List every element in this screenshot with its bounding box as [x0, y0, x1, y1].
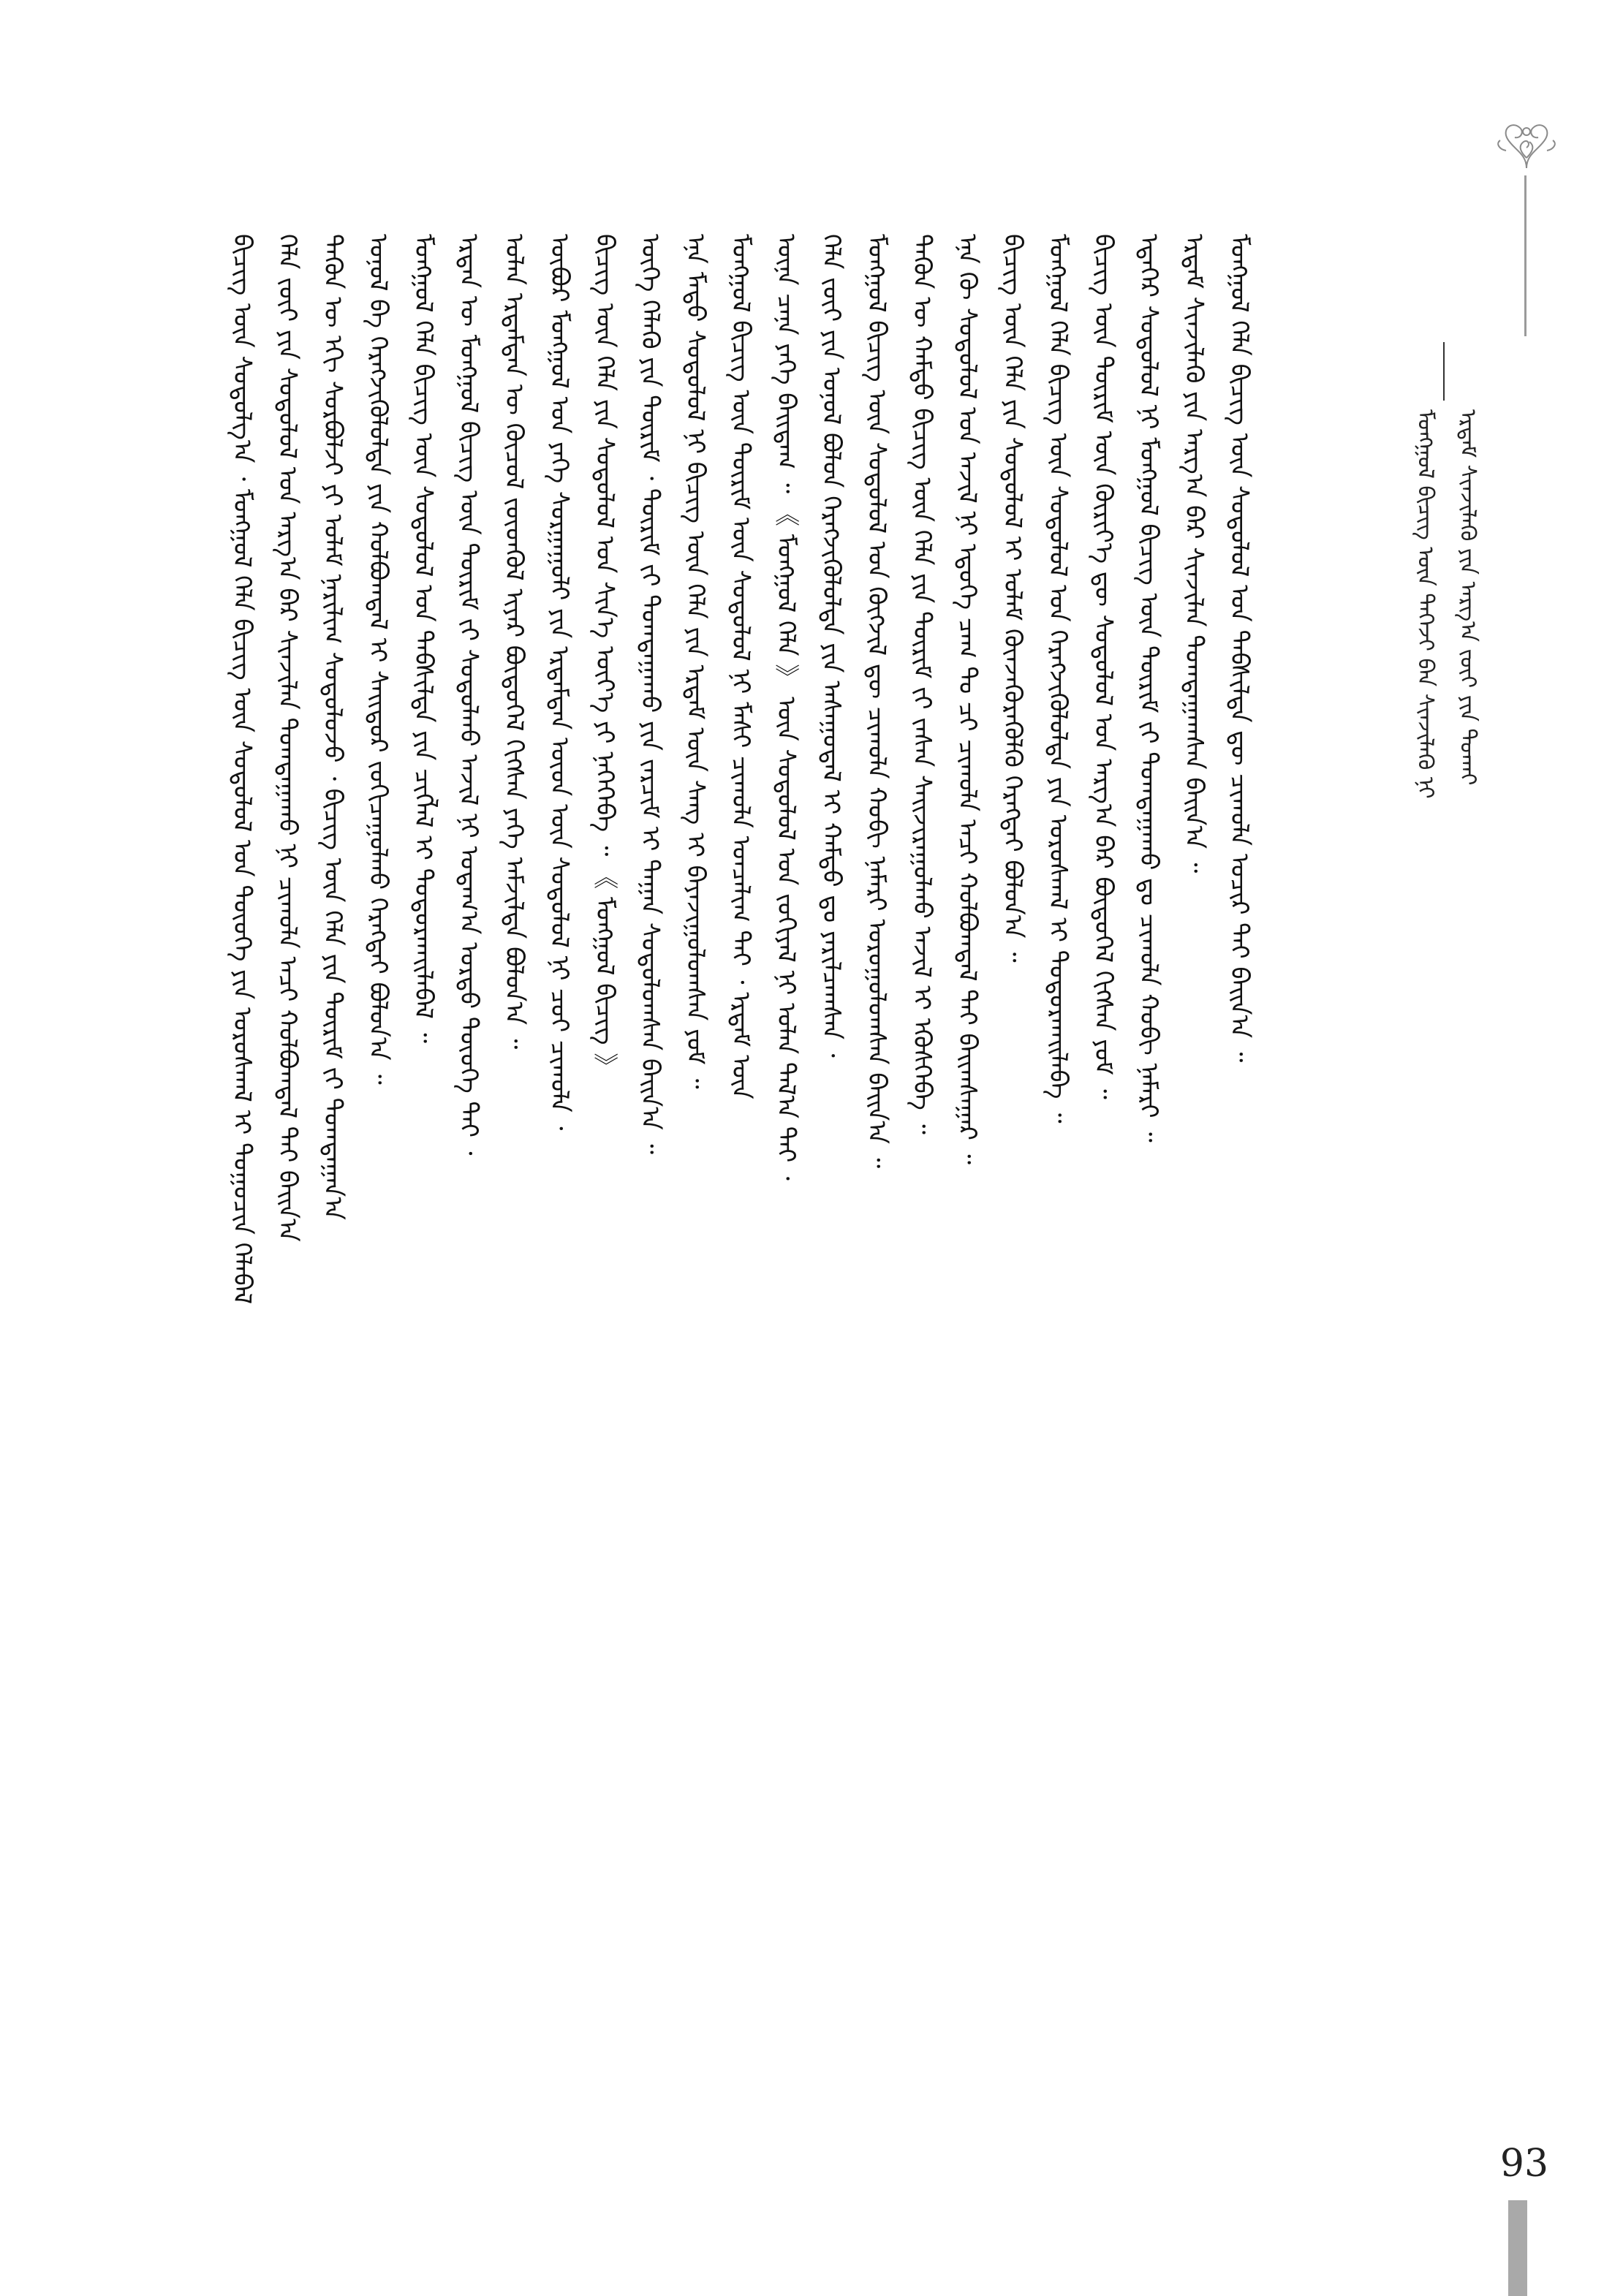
- text-line: ᠡᠳᠡᠭᠡᠷ ᠰᠤᠳᠤᠯᠤᠯ ᠨᠢ ᠮᠣᠩᠭᠣᠯ ᠪᠢᠴᠢᠭ᠌ ᠦᠨ ᠳᠦᠷᠢᠮ ᠵᠢ ᠲᠣᠭᠲᠠᠭᠠᠬᠤ ᠳᠤ ᠴᠢᠬᠤᠯᠠ ᠬᠤᠪᠢ ᠨᠡᠮᠡᠷᠢ ᠃: [1134, 234, 1163, 1143]
- text-line: ᠮᠣᠩᠭᠣᠯ ᠬᠡᠯᠡ ᠪᠢᠴᠢᠭ᠌ ᠦᠨ ᠰᠤᠳᠤᠯᠤᠯ ᠤᠨ ᠳᠡᠪᠰᠢᠯᠲᠡ ᠶᠢᠨ ᠴᠢᠭᠯᠡᠯ ᠢ ᠲᠣᠳᠣᠷᠬᠠᠢᠯᠠᠪᠠᠯ ᠃: [409, 234, 438, 1044]
- running-header-line: ᠡᠷᠳᠡᠮ ᠰᠢᠨᠵᠢᠯᠡᠬᠦ ᠶᠢᠨ ᠠᠷᠭ᠎ᠠ ᠵᠦᠢ ᠶᠢᠨ ᠲᠤᠬᠠᠢ: [1455, 409, 1480, 786]
- text-line: ᠡᠨᠡ ᠬᠦ ᠰᠤᠳᠤᠯᠤᠯ ᠤᠨ ᠠᠵᠢᠯ ᠨᠢ ᠡᠳᠦᠭᠡ ᠴᠠᠭ ᠲᠤ ᠴᠢ ᠴᠢᠬᠤᠯᠠ ᠠᠴᠢ ᠬᠣᠯᠪᠣᠭᠳᠠᠯ ᠲᠠᠢ ᠪᠠᠢᠭᠰᠠᠭᠠᠷ ᠃: [953, 234, 982, 1165]
- body-text-block: [219, 234, 1360, 2105]
- text-line: ᠣᠯᠠᠨ ᠡᠷᠳᠡᠮᠲᠡᠨ ᠦ ᠬᠦᠴᠦᠯ ᠵᠦᠳᠭᠦᠯ ᠢᠶᠡᠷ ᠪᠦᠲᠦᠭᠡᠯ ᠬᠢᠭᠰᠡᠨ ᠶᠡᠬᠡ ᠠᠮᠵᠢᠯᠲᠠ ᠪᠣᠯᠤᠨ᠎ᠠ ᠃: [499, 234, 529, 1050]
- text-line: ᠬᠡᠯᠡ ᠵᠦᠢ ᠶᠢᠨ ᠰᠤᠳᠤᠯᠤᠯ ᠤᠨ ᠠᠷᠭ᠎ᠠ ᠪᠠᠷ ᠰᠢᠨᠵᠢᠯᠡᠨ ᠲᠣᠭᠲᠠᠭᠠᠬᠤ ᠨᠢ ᠴᠢᠬᠤᠯᠠ ᠠᠴᠢ ᠬᠣᠯᠪᠣᠭᠳᠠᠯ ᠲᠠᠢ ᠪᠠᠢᠨ᠎ᠠ: [273, 234, 302, 1242]
- text-line: ᠲᠡᠭᠦᠨ ᠦ ᠬᠠᠮᠲᠤ ᠪᠢᠴᠢᠭ᠌ ᠦᠨ ᠬᠡᠯᠡ ᠶᠢᠨ ᠳᠦᠷᠢᠮ ᠵᠢ ᠵᠠᠰᠠᠨ ᠰᠠᠢᠵᠢᠷᠠᠭᠤᠯᠬᠤ ᠠᠵᠢᠯ ᠢ ᠡᠭᠦᠰᠭᠡᠪᠡ ᠃: [907, 234, 937, 1134]
- text-line: ᠮᠣᠩᠭᠣᠯ ᠪᠢᠴᠢᠭ᠌ ᠦᠨ ᠳᠦᠷᠢᠮ ᠦᠨ ᠰᠤᠳᠤᠯᠤᠯ ᠨᠢ ᠮᠠᠰᠢ ᠴᠢᠬᠤᠯᠠ ᠣᠨᠴᠠᠯᠢᠭ ᠲᠠᠢ ᠂ ᠡᠷᠳᠡᠮ ᠦᠨ: [726, 234, 755, 1099]
- running-header-rule: [1443, 342, 1445, 401]
- text-line: ᠪᠢᠴᠢᠭ᠌ ᠦᠨ ᠰᠤᠳᠤᠯᠭ᠎ᠠ ᠂ ᠮᠣᠩᠭᠣᠯ ᠬᠡᠯᠡ ᠪᠢᠴᠢᠭ᠌ ᠦᠨ ᠰᠤᠳᠤᠯᠤᠯ ᠤᠨ ᠲᠦᠦᠬᠡ ᠶᠢᠨ ᠤᠷᠤᠰᠬᠠᠯ ᠢ ᠲᠣᠭᠣᠴᠢᠨ ᠬᠡᠯᠡᠪᠡᠯ: [227, 234, 257, 1305]
- text-line: ᠮᠣᠩᠭᠣᠯ ᠬᠡᠯᠡ ᠪᠢᠴᠢᠭ᠌ ᠦᠨ ᠰᠤᠳᠤᠯᠤᠯ ᠤᠨ ᠬᠡᠷᠡᠭᠵᠢᠭᠦᠯᠦᠯᠲᠡ ᠶᠢᠨ ᠤᠷᠤᠰᠬᠠᠯ ᠢ ᠲᠣᠳᠣᠷᠬᠠᠢᠯᠠᠪᠠ ᠃: [1043, 234, 1072, 1124]
- text-line: ᠡᠷᠳᠡᠮ ᠰᠢᠨᠵᠢᠯᠡᠬᠦ ᠶᠢᠨ ᠠᠷᠭ᠎ᠠ ᠪᠠᠷ ᠰᠢᠨᠵᠢᠯᠡᠨ ᠲᠣᠭᠲᠠᠭᠠᠭᠰᠠᠨ ᠪᠠᠢᠨ᠎ᠠ ᠃: [1179, 234, 1208, 874]
- text-line: ᠪᠢᠴᠢᠭ᠌ ᠦᠨ ᠬᠡᠯᠡ ᠶᠢᠨ ᠰᠤᠳᠤᠯᠤᠯ ᠤᠨ ᠰᠢᠨ᠎ᠡ ᠦᠶ᠎ᠡ ᠶᠢ ᠨᠡᠭᠡᠭᠡᠪᠡ ᠃ 《 ᠮᠣᠩᠭᠣᠯ ᠪᠢᠴᠢᠭ᠌ 》: [590, 234, 619, 1078]
- text-line: ᠪᠢᠴᠢᠭ᠌ ᠦᠨ ᠬᠡᠯᠡ ᠶᠢᠨ ᠰᠤᠳᠤᠯᠤᠯ ᠢ ᠤᠯᠠᠮ ᠭᠦᠨᠵᠡᠭᠦᠷᠡᠭᠦᠯᠬᠦ ᠬᠡᠷᠡᠭᠲᠡᠢ ᠪᠣᠯᠤᠨ᠎ᠠ ᠃: [998, 234, 1027, 963]
- text-line: ᠡᠷᠲᠡᠨ ᠦ ᠮᠣᠩᠭᠣᠯ ᠪᠢᠴᠢᠭ᠌ ᠦᠨ ᠳᠦᠷᠢᠮ ᠵᠢ ᠰᠤᠳᠤᠯᠬᠤ ᠠᠵᠢᠯ ᠨᠢ ᠤᠳᠠᠭ᠎ᠠ ᠤᠷᠲᠤ ᠲᠦᠦᠬᠡ ᠲᠠᠢ ᠂: [454, 234, 483, 1156]
- page-number: 93: [1499, 2142, 1549, 2186]
- running-header: [1404, 409, 1521, 1798]
- text-line: ᠪᠢᠴᠢᠭ᠌ ᠦᠨ ᠳᠦᠷᠢᠮ ᠦᠨ ᠬᠦᠷᠢᠶ᠎ᠡ ᠳᠦ ᠰᠤᠳᠤᠯᠤᠯ ᠤᠨ ᠠᠷᠭ᠎ᠠ ᠪᠠᠷ ᠪᠦᠲᠦᠭᠡᠯ ᠬᠢᠭᠰᠡᠨ ᠶᠤᠮ ᠃: [1089, 234, 1118, 1099]
- text-line: ᠦᠨᠡ ᠴᠡᠨᠡ ᠶᠡᠬᠡ ᠪᠠᠢᠳᠠᠭ ᠃ 《 ᠮᠣᠩᠭᠣᠯ ᠬᠡᠯᠡ 》 ᠦᠨ ᠰᠤᠳᠤᠯᠤᠯ ᠤᠨ ᠵᠣᠬᠢᠶᠠᠯ ᠨᠢ ᠣᠯᠠᠨ ᠲᠠᠯ᠎ᠠ ᠲᠠᠢ ᠂: [771, 234, 801, 1181]
- decorative-vertical-rule: [1524, 175, 1526, 336]
- text-line: ᠡᠨᠡ ᠮᠡᠲᠦ ᠰᠤᠳᠤᠯᠤᠯ ᠨᠢ ᠪᠢᠴᠢᠭ᠌ ᠦᠨ ᠬᠡᠯᠡ ᠶᠢᠨ ᠡᠷᠳᠡᠮ ᠦᠨ ᠰᠠᠩ ᠢ ᠪᠠᠶᠠᠵᠢᠭᠤᠯᠤᠭᠰᠠᠨ ᠶᠤᠮ ᠃: [681, 234, 710, 1089]
- text-line: ᠦᠭᠡ ᠬᠡᠯᠡᠬᠦ ᠶᠢᠨ ᠳᠦᠷᠢᠮ ᠂ ᠳᠦᠷᠢᠮ ᠵᠢ ᠲᠣᠭᠲᠠᠭᠠᠬᠤ ᠶᠢᠨ ᠵᠠᠷᠴᠢᠮ ᠢ ᠳᠠᠭᠠᠨ ᠰᠤᠳᠤᠯᠤᠭᠰᠠᠨ ᠪᠠᠢᠨ᠎ᠠ ᠃: [635, 234, 665, 1154]
- text-line: ᠣᠨᠣᠯ ᠪᠠ ᠬᠡᠷᠡᠭᠵᠢᠭᠦᠯᠦᠯᠲᠡ ᠶᠢᠨ ᠬᠣᠯᠪᠣᠭᠳᠠᠯ ᠢ ᠰᠠᠢᠲᠤᠷ ᠵᠣᠬᠢᠴᠠᠭᠤᠯᠬᠤ ᠬᠡᠷᠡᠭᠲᠡᠢ ᠪᠣᠯᠤᠨ᠎ᠠ ᠃: [363, 234, 393, 1085]
- text-line: ᠬᠡᠯᠡ ᠵᠦᠢ ᠶᠢᠨ ᠣᠨᠣᠯ ᠪᠣᠯᠤᠨ ᠬᠡᠷᠡᠭᠵᠢᠭᠦᠯᠦᠯᠲᠡ ᠶᠢᠨ ᠠᠰᠠᠭᠤᠳᠠᠯ ᠢ ᠬᠠᠮᠲᠤ ᠳᠤ ᠶᠠᠷᠢᠯᠴᠠᠭᠰᠠᠨ ᠂: [817, 234, 846, 1058]
- running-header-line: ᠮᠣᠩᠭᠣᠯ ᠪᠢᠴᠢᠭ᠌ ᠦᠨ ᠳᠡᠭᠡᠵᠢ ᠪᠠᠨ ᠰᠢᠨᠵᠢᠯᠡᠬᠦ ᠨᠢ: [1412, 409, 1438, 799]
- text-line: ᠦᠪᠦᠷ ᠮᠣᠩᠭᠣᠯ ᠤᠨ ᠶᠡᠬᠡ ᠰᠤᠷᠭᠠᠭᠤᠯᠢ ᠶᠢᠨ ᠡᠷᠳᠡᠮᠲᠡᠨ ᠦᠳ ᠦᠨ ᠰᠤᠳᠤᠯᠤᠯ ᠨᠢ ᠴᠤᠢ ᠴᠢᠬᠤᠯᠠ ᠂: [545, 234, 574, 1131]
- text-line: ᠮᠣᠩᠭᠣᠯ ᠪᠢᠴᠢᠭ᠌ ᠦᠨ ᠰᠤᠳᠤᠯᠤᠯ ᠤᠨ ᠬᠦᠭᠵᠢᠯ ᠳᠦ ᠴᠢᠬᠤᠯᠠ ᠬᠤᠪᠢ ᠨᠡᠮᠡᠷᠢ ᠣᠷᠣᠭᠤᠯᠤᠭᠰᠠᠨ ᠪᠠᠢᠨ᠎ᠠ ᠃: [862, 234, 891, 1169]
- page-edge-bar: [1508, 2200, 1527, 2296]
- text-line: ᠲᠡᠭᠦᠨ ᠦ ᠡᠬᠢ ᠰᠤᠷᠪᠤᠯᠵᠢ ᠶᠢ ᠤᠯᠠᠮ ᠨᠠᠷᠢᠯᠢᠭ ᠰᠤᠳᠤᠯᠤᠵᠤ ᠂ ᠪᠢᠴᠢᠭ᠌ ᠦᠨ ᠬᠡᠯᠡ ᠶᠢᠨ ᠳᠦᠷᠢᠮ ᠵᠢ ᠲᠣᠭᠲᠠᠭᠠᠨ᠎ᠠ: [318, 234, 347, 1220]
- text-line: ᠮᠣᠩᠭᠣᠯ ᠬᠡᠯᠡ ᠪᠢᠴᠢᠭ᠌ ᠦᠨ ᠰᠤᠳᠤᠯᠤᠯ ᠤᠨ ᠳᠡᠪᠰᠢᠯᠲᠡ ᠳᠦ ᠴᠢᠬᠤᠯᠠ ᠤᠴᠢᠷ ᠲᠠᠢ ᠪᠠᠢᠨ᠎ᠠ ᠃: [1225, 234, 1254, 1063]
- flourish-ornament-icon: [1491, 117, 1562, 170]
